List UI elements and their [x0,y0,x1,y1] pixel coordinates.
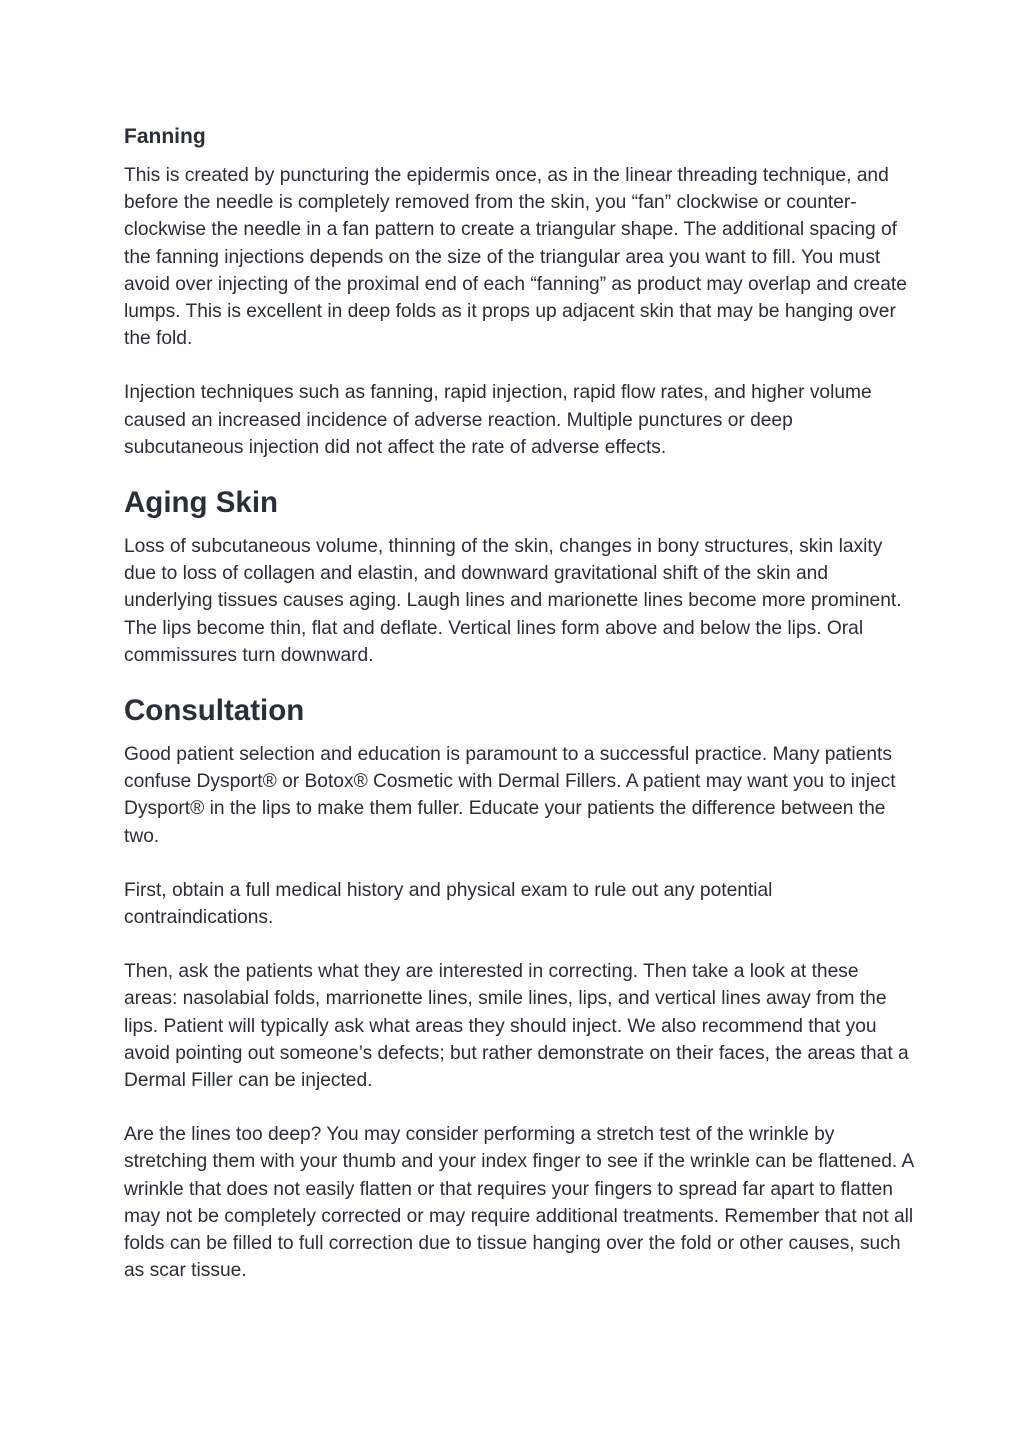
consultation-paragraph-4: Are the lines too deep? You may consider performing a stretch test of the wrinkle by stretching them with your thumb and your index finger to see if the wrinkle can be flattened. A wrinkle that does not easily flatten or that requires your fingers to spread far apart to flatten may not be completely corrected or may require additional treatments. Remember that not all folds can be filled to full correction due to tissue hanging over the fold or other causes, such as scar tissue. [124,1124,914,1282]
aging-skin-paragraph: Loss of subcutaneous volume, thinning of the skin, changes in bony structures, skin laxity due to loss of collagen and elastin, and downward gravitational shift of the skin and underlying tissues causes aging. Laugh lines and marionette lines become more prominent. The lips become thin, flat and deflate. Vertical lines form above and below the lips. Oral commissures turn downward. [124,536,902,666]
consultation-paragraph-1: Good patient selection and education is paramount to a successful practice. Many patients confuse Dysport® or Botox® Cosmetic with Dermal Fillers. A patient may want you to inject Dysport® in the lips to make them fuller. Educate your patients the difference between the two. [124,744,896,847]
injection-techniques-paragraph: Injection techniques such as fanning, rapid injection, rapid flow rates, and higher volume caused an increased incidence of adverse reaction. Multiple punctures or deep subcutaneous injection did not affect the rate of adverse effects. [124,382,872,458]
consultation-paragraph-2: First, obtain a full medical history and physical exam to rule out any potential contraindications. [124,879,773,929]
aging-skin-heading: Aging Skin [124,486,279,520]
consultation-heading: Consultation [124,694,305,728]
document-page [124,122,914,1285]
fanning-paragraph: This is created by puncturing the epidermis once, as in the linear threading technique, and before the needle is completely removed from the skin, you “fan” clockwise or counter-clockwise the needle in a fan pattern to create a triangular shape. The additional spacing of the fanning injections depends on the size of the triangular area you want to fill. You must avoid over injecting of the proximal end of each “fanning” as product may overlap and create lumps. This is excellent in deep folds as it props up adjacent skin that may be hanging over the fold. [124,165,907,350]
consultation-paragraph-3: Then, ask the patients what they are interested in correcting. Then take a look at these areas: nasolabial folds, marrionette lines, smile lines, lips, and vertical lines away from the lips. Patient will typically ask what areas they should inject. We also recommend that you avoid pointing out someone’s defects; but rather demonstrate on their faces, the areas that a Dermal Filler can be injected. [124,961,909,1092]
fanning-heading: Fanning [124,125,206,148]
